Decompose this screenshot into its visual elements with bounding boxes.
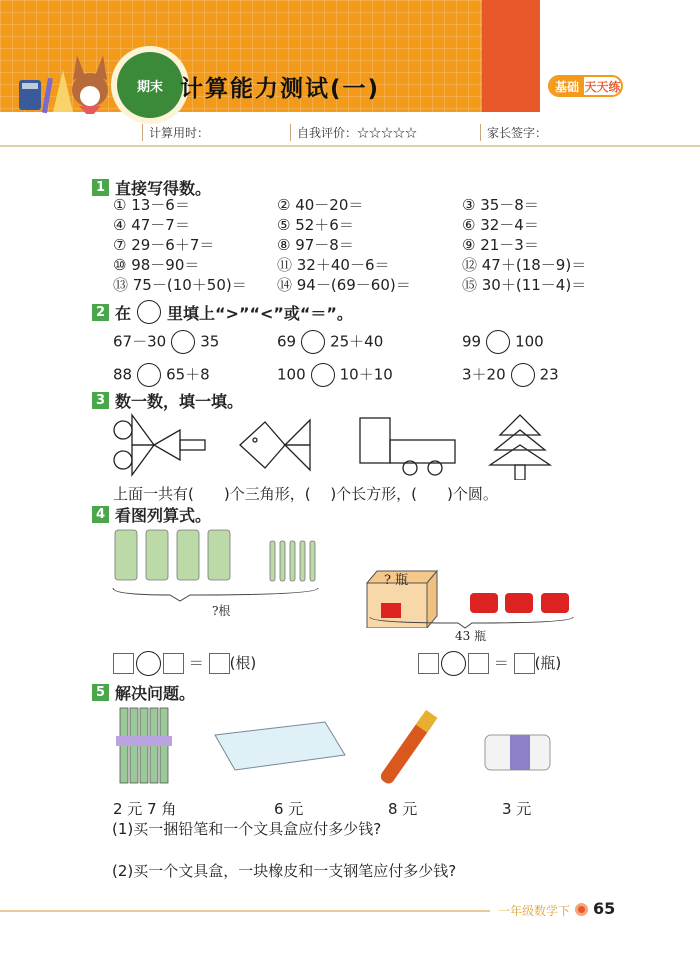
section-title: 看图列算式。 — [115, 506, 212, 525]
answer-circle[interactable] — [486, 330, 510, 354]
right-expr: 10＋10 — [339, 365, 393, 384]
left-expr: 67－30 — [113, 332, 167, 351]
price-pencil-box: 6 元 — [274, 800, 304, 818]
section-title: 直接写得数。 — [115, 179, 212, 198]
left-expr: 88 — [113, 365, 133, 384]
section-title: 数一数，填一填。 — [115, 392, 244, 411]
calc-item: ⑩ 98－90＝ — [113, 256, 200, 274]
calc-item: ⑥ 32－4＝ — [462, 216, 539, 234]
page-title: 计算能力测试(一) — [180, 76, 381, 102]
section-3-heading — [92, 389, 243, 412]
answer-circle[interactable] — [137, 363, 161, 387]
calc-item: ⑨ 21－3＝ — [462, 236, 539, 254]
compare-item — [277, 330, 383, 354]
header-accent — [482, 0, 540, 112]
dog-mascot-illustration — [15, 50, 115, 125]
calc-item: ③ 35－8＝ — [462, 196, 539, 214]
left-expr: 3＋20 — [462, 365, 506, 384]
right-expr: 65＋8 — [166, 365, 210, 384]
answer-box[interactable] — [113, 653, 134, 674]
section-title-a: 在 — [115, 303, 132, 323]
equation-left — [113, 651, 256, 676]
section-title-b: 里填上“>”“<”或“＝”。 — [167, 303, 353, 323]
book-name: 一年级数学下 — [498, 904, 571, 918]
calc-item: ⑫ 47＋(18－9)＝ — [462, 256, 587, 274]
answer-box[interactable] — [514, 653, 535, 674]
calc-item: ⑤ 52＋6＝ — [277, 216, 354, 234]
sticks-total-label: ?根 — [212, 604, 231, 618]
level-tag-a: 基础 — [550, 77, 584, 95]
answer-circle[interactable] — [171, 330, 195, 354]
self-rating[interactable]: 自我评价：☆☆☆☆☆ — [290, 124, 417, 141]
unit-label: (瓶) — [534, 654, 562, 672]
calc-item: ⑮ 30＋(11－4)＝ — [462, 276, 587, 294]
section-number: 1 — [92, 179, 109, 196]
answer-box[interactable] — [163, 653, 184, 674]
price-eraser: 3 元 — [502, 800, 532, 818]
left-expr: 100 — [277, 365, 306, 384]
box-label: ? 瓶 — [384, 573, 409, 588]
section-title: 解决问题。 — [115, 684, 196, 703]
section-number: 2 — [92, 304, 109, 321]
section-number: 3 — [92, 392, 109, 409]
term-badge: 期末 — [117, 52, 183, 118]
left-expr: 69 — [277, 332, 297, 351]
footer-line — [0, 910, 490, 912]
shapes-illustration — [110, 410, 570, 480]
time-field[interactable]: 计算用时： — [142, 124, 209, 141]
unit-label: (根) — [229, 654, 257, 672]
compare-item — [113, 330, 219, 354]
s3-fill-text[interactable]: 上面一共有( )个三角形，( )个长方形，( )个圆。 — [113, 485, 498, 503]
bottles-total-label: 43 瓶 — [455, 629, 487, 643]
calc-item: ① 13－6＝ — [113, 196, 190, 214]
question-2: (2)买一个文具盒，一块橡皮和一支钢笔应付多少钱? — [112, 862, 457, 880]
answer-circle[interactable] — [311, 363, 335, 387]
stationery-illustration — [110, 700, 560, 790]
price-pen: 8 元 — [388, 800, 418, 818]
right-expr: 35 — [200, 332, 220, 351]
price-pencils: 2 元 7 角 — [113, 800, 177, 818]
page-dot-icon — [575, 903, 588, 916]
compare-item — [462, 330, 544, 354]
calc-item: ⑬ 75－(10＋50)＝ — [113, 276, 247, 294]
answer-box[interactable] — [418, 653, 439, 674]
compare-item — [113, 363, 210, 387]
compare-item — [462, 363, 559, 387]
calc-item: ⑭ 94－(69－60)＝ — [277, 276, 411, 294]
question-1: (1)买一捆铅笔和一个文具盒应付多少钱? — [112, 820, 382, 838]
calc-item: ② 40－20＝ — [277, 196, 364, 214]
parent-signature[interactable]: 家长签字： — [480, 124, 547, 141]
section-number: 5 — [92, 684, 109, 701]
equation-right — [418, 651, 561, 676]
left-expr: 99 — [462, 332, 482, 351]
section-2-heading — [92, 300, 353, 324]
compare-item — [277, 363, 393, 387]
calc-item: ⑧ 97－8＝ — [277, 236, 354, 254]
answer-box[interactable] — [468, 653, 489, 674]
section-number: 4 — [92, 506, 109, 523]
answer-circle[interactable] — [511, 363, 535, 387]
answer-box[interactable] — [209, 653, 230, 674]
right-expr: 23 — [539, 365, 559, 384]
operator-circle[interactable] — [441, 651, 466, 676]
equals-sign: ＝ — [188, 654, 204, 672]
level-tag — [548, 75, 623, 97]
right-expr: 25＋40 — [330, 332, 384, 351]
calc-item: ④ 47－7＝ — [113, 216, 190, 234]
circle-icon — [137, 300, 161, 324]
calc-item: ⑪ 32＋40－6＝ — [277, 256, 390, 274]
page-number: 65 — [593, 899, 616, 918]
divider — [0, 145, 700, 147]
section-4-heading — [92, 503, 211, 526]
right-expr: 100 — [515, 332, 544, 351]
calc-item: ⑦ 29－6＋7＝ — [113, 236, 215, 254]
equals-sign: ＝ — [493, 654, 509, 672]
answer-circle[interactable] — [301, 330, 325, 354]
operator-circle[interactable] — [136, 651, 161, 676]
level-tag-b: 天天练 — [584, 79, 621, 94]
